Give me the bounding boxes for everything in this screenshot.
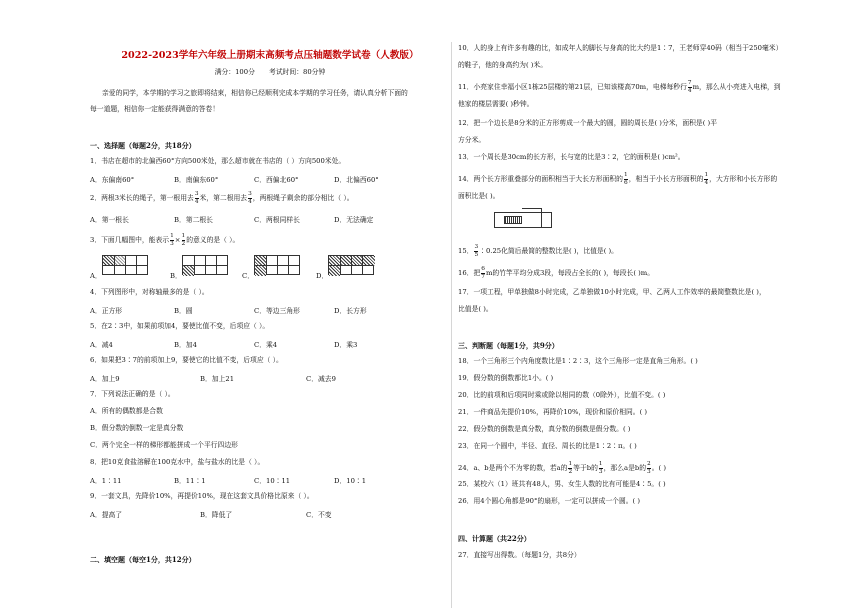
section-2-title: 二、填空题（每空1分，共12分） bbox=[90, 555, 196, 564]
q24-frac-1: $\frac{1}{2}$ bbox=[568, 461, 573, 475]
q19-text: 19．假分数的倒数都比1小。( ) bbox=[458, 374, 554, 382]
q2-frac-2: $\frac{3}{4}$ bbox=[248, 191, 252, 205]
q9-option-a[interactable]: A．提高了 bbox=[90, 511, 123, 519]
column-divider bbox=[451, 42, 452, 608]
q5-option-b[interactable]: B．加4 bbox=[174, 341, 197, 349]
q10-line-2: 的鞋子，他的身高约为( )米。 bbox=[458, 61, 548, 69]
q8-option-a[interactable]: A．1∶11 bbox=[90, 477, 122, 485]
q8-text: 8．把10克食盐溶解在100克水中，盐与盐水的比是（ ）。 bbox=[90, 458, 265, 466]
q3-label-c[interactable]: C． bbox=[242, 272, 254, 280]
exam-time: 考试时间：80分钟 bbox=[269, 68, 326, 76]
q11-line-1 bbox=[458, 80, 781, 94]
q3-figure-d[interactable] bbox=[328, 255, 374, 275]
q25-text: 25．某校六（1）班共有48人，男、女生人数的比有可能是4∶5。( ) bbox=[458, 480, 666, 488]
q6-text: 6．如果把3∶7的前项加上9，要使它的比值不变，后项应（ ）。 bbox=[90, 356, 283, 364]
q14-overlap-region bbox=[504, 216, 522, 224]
q2-option-c[interactable]: C．两根同样长 bbox=[254, 216, 300, 224]
q14-line-2: 面积比是( )。 bbox=[458, 192, 500, 200]
q7-text: 7．下列说法正确的是（ ）。 bbox=[90, 390, 175, 398]
q8-option-b[interactable]: B．11∶1 bbox=[174, 477, 206, 485]
q11-line-2: 他家的楼层需要( )秒钟。 bbox=[458, 100, 534, 108]
q2-frac-1: $\frac{3}{4}$ bbox=[194, 191, 199, 205]
q26-text: 26．用4个圆心角都是90°的扇形，一定可以拼成一个圆。( ) bbox=[458, 497, 641, 505]
q14-small-rectangle bbox=[522, 208, 542, 228]
q1-option-b[interactable]: B．南偏东60° bbox=[174, 176, 219, 184]
q8-option-d[interactable]: D．10∶1 bbox=[334, 477, 367, 485]
q2-option-d[interactable]: D．无法确定 bbox=[334, 216, 374, 224]
q6-option-a[interactable]: A．加上9 bbox=[90, 375, 120, 383]
q6-option-c[interactable]: C．减去9 bbox=[306, 375, 336, 383]
q14-post: ，大方形和小长方形的 bbox=[709, 175, 778, 183]
q8-option-c[interactable]: C．10∶11 bbox=[254, 477, 291, 485]
exam-info bbox=[90, 66, 450, 76]
q7-option-b[interactable]: B．假分数的倒数一定是真分数 bbox=[90, 424, 184, 432]
q24-text bbox=[458, 461, 666, 475]
q3-frac-2: $\frac{1}{2}$ bbox=[181, 233, 186, 247]
q24-mid: 等于b的 bbox=[573, 464, 598, 472]
q4-option-c[interactable]: C．等边三角形 bbox=[254, 307, 300, 315]
q15-text bbox=[458, 244, 618, 258]
q14-mid: ，相当于小长方形面积的 bbox=[628, 175, 704, 183]
section-3-title: 三、判断题（每题1分，共9分） bbox=[458, 341, 559, 350]
q17-line-2: 比值是( )。 bbox=[458, 305, 493, 313]
q3-figure-a[interactable] bbox=[102, 255, 148, 275]
q2-pre: 2．两根3米长的绳子，第一根用去 bbox=[90, 194, 194, 202]
q13-text: 13．一个周长是30cm的长方形，长与宽的比是3∶2，它的面积是( )cm²。 bbox=[458, 153, 685, 161]
q2-option-a[interactable]: A．第一根长 bbox=[90, 216, 129, 224]
full-score: 满分：100分 bbox=[214, 68, 255, 76]
q15-post: ∶0.25化简后最简的整数比是( )，比值是( )。 bbox=[479, 247, 618, 255]
q11-pre: 11．小亮家住幸福小区1栋25层楼的第21层，已知该楼高70m，电梯每秒行 bbox=[458, 83, 687, 91]
q16-frac: $\frac{6}{7}$ bbox=[481, 266, 485, 280]
q21-text: 21．一件商品先提价10%，再降价10%，现价和原价相同。( ) bbox=[458, 408, 648, 416]
q2-text bbox=[90, 191, 354, 205]
section-1-title: 一、选择题（每题2分，共18分） bbox=[90, 141, 196, 150]
q4-option-b[interactable]: B．圆 bbox=[174, 307, 193, 315]
section-4-title: 四、计算题（共22分） bbox=[458, 534, 531, 543]
q3-pre: 3．下面几幅图中，能表示 bbox=[90, 236, 170, 244]
q18-text: 18．一个三角形三个内角度数比是1∶2∶3，这个三角形一定是直角三角形。( ) bbox=[458, 357, 698, 365]
q2-option-b[interactable]: B．第二根长 bbox=[174, 216, 213, 224]
q23-text: 23．在同一个圆中，半径、直径、周长的比是1∶2∶π。( ) bbox=[458, 442, 637, 450]
q12-line-1: 12．把一个边长是8分米的正方形剪成一个最大的圆，圆的周长是( )分米，面积是( )平 bbox=[458, 119, 717, 127]
q3-text bbox=[90, 233, 239, 247]
q2-post: ，两根绳子剩余的部分相比（ ）。 bbox=[252, 194, 354, 202]
q3-figure-c[interactable] bbox=[254, 255, 300, 275]
q3-times: × bbox=[174, 236, 181, 244]
intro-line-2: 每一道题，相信你一定能获得满意的答卷！ bbox=[90, 105, 220, 113]
q1-option-a[interactable]: A．东偏南60° bbox=[90, 176, 135, 184]
q27-text: 27．直接写出得数。（每题1分，共8分） bbox=[458, 551, 581, 559]
q9-option-b[interactable]: B．降低了 bbox=[200, 511, 233, 519]
q14-frac-1: $\frac{1}{6}$ bbox=[623, 172, 628, 186]
q17-line-1: 17．一项工程，甲单独做8小时完成，乙单独做10小时完成，甲、乙两人工作效率的最简整数比是( )， bbox=[458, 288, 766, 296]
q9-option-c[interactable]: C．不变 bbox=[306, 511, 332, 519]
q5-text: 5．在2∶3中，如果前项加4，要使比值不变，后项应（ ）。 bbox=[90, 322, 270, 330]
q3-figures bbox=[90, 255, 450, 281]
q9-text: 9．一套文具，先降价10%，再提价10%，现在这套文具价格比原来（ ）。 bbox=[90, 492, 314, 500]
q20-text: 20．比的前项和后项同时乘或除以相同的数（0除外），比值不变。( ) bbox=[458, 391, 666, 399]
q6-option-b[interactable]: B．加上21 bbox=[200, 375, 235, 383]
q16-pre: 16．把 bbox=[458, 269, 481, 277]
q24-pre: 24．a、b是两个不为零的数，若a的 bbox=[458, 464, 568, 472]
q1-option-c[interactable]: C．西偏北60° bbox=[254, 176, 299, 184]
q2-mid: 米，第二根用去 bbox=[199, 194, 248, 202]
q12-line-2: 方分米。 bbox=[458, 136, 486, 144]
q3-label-a[interactable]: A． bbox=[90, 272, 102, 280]
intro-line-1: 亲爱的同学，本学期的学习之旅即将结束，相信你已经顺利完成本学期的学习任务，请认真分析下面的 bbox=[102, 89, 408, 97]
q3-figure-b[interactable] bbox=[182, 255, 228, 275]
q22-text: 22．假分数的倒数是真分数，真分数的倒数是假分数。( ) bbox=[458, 425, 631, 433]
q14-line-1 bbox=[458, 172, 777, 186]
q4-option-a[interactable]: A．正方形 bbox=[90, 307, 123, 315]
q24-frac-3: $\frac{2}{3}$ bbox=[647, 461, 651, 475]
q10-line-1: 10．人的身上有许多有趣的比，如成年人的脚长与身高的比大约是1∶7，王老师穿40码（相当于250毫米） bbox=[458, 44, 783, 52]
q5-option-d[interactable]: D．乘3 bbox=[334, 341, 358, 349]
exam-title: 2022-2023学年六年级上册期末高频考点压轴题数学试卷（人教版） bbox=[121, 50, 419, 61]
q24-frac-2: $\frac{1}{3}$ bbox=[598, 461, 603, 475]
q16-text bbox=[458, 266, 654, 280]
q3-post: 的意义的是（ ）。 bbox=[186, 236, 240, 244]
q14-figure bbox=[458, 208, 830, 234]
q4-text: 4．下列图形中，对称轴最多的是（ ）。 bbox=[90, 288, 209, 296]
q14-frac-2: $\frac{1}{4}$ bbox=[704, 172, 709, 186]
q15-frac: $\frac{3}{5}$ bbox=[474, 244, 479, 258]
q11-frac: $\frac{7}{4}$ bbox=[687, 80, 692, 94]
q7-option-a[interactable]: A．所有的偶数都是合数 bbox=[90, 407, 163, 415]
q16-post: m的竹竿平均分成3段，每段占全长的( )，每段长( )m。 bbox=[485, 269, 655, 277]
q24-post: 。( ) bbox=[651, 464, 666, 472]
q5-option-a[interactable]: A．减4 bbox=[90, 341, 113, 349]
q5-option-c[interactable]: C．乘4 bbox=[254, 341, 278, 349]
q3-label-b[interactable]: B． bbox=[170, 272, 182, 280]
q14-pre: 14．两个长方形重叠部分的面积相当于大长方形面积的 bbox=[458, 175, 623, 183]
q4-option-d[interactable]: D．长方形 bbox=[334, 307, 367, 315]
q1-option-d[interactable]: D．北偏西60° bbox=[334, 176, 379, 184]
q3-label-d[interactable]: D． bbox=[316, 272, 329, 280]
q15-pre: 15． bbox=[458, 247, 474, 255]
q1-text: 1．书店在超市的北偏西60°方向500米处，那么超市就在书店的（ ）方向500米处。 bbox=[90, 157, 346, 165]
q3-frac-1: $\frac{1}{3}$ bbox=[170, 233, 174, 247]
q7-option-c[interactable]: C．两个完全一样的梯形都能拼成一个平行四边形 bbox=[90, 441, 238, 449]
q24-mid2: ，那么a是b的 bbox=[603, 464, 647, 472]
q11-post: m，那么从小亮进入电梯，到 bbox=[692, 83, 781, 91]
